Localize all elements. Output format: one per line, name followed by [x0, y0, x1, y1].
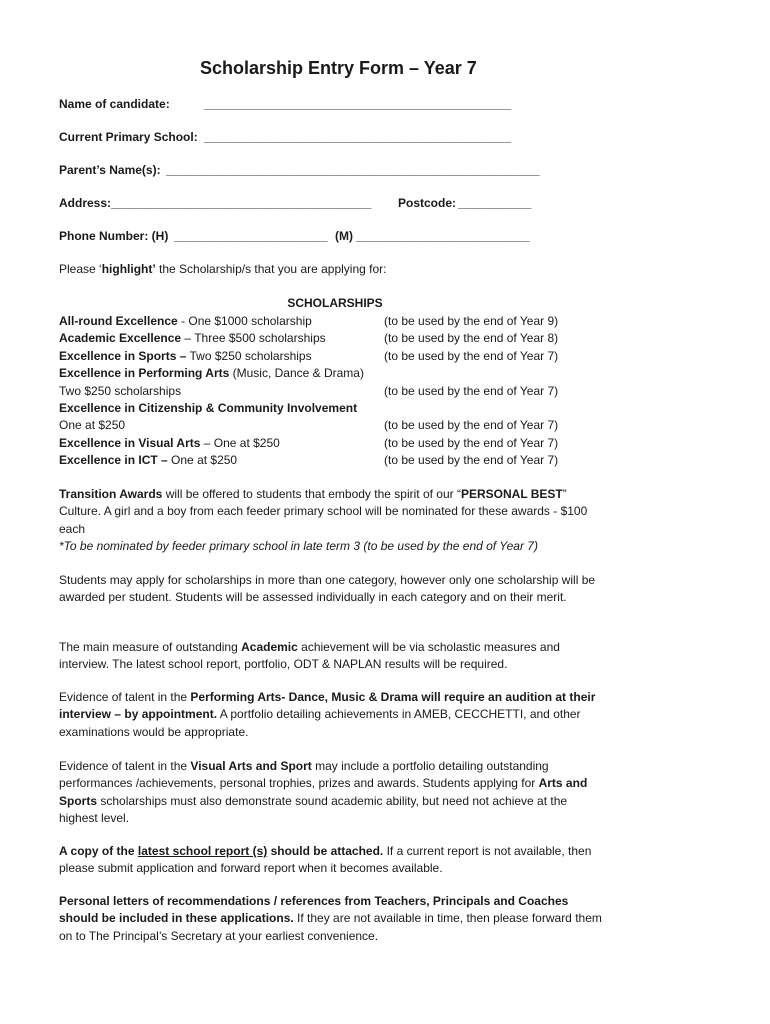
scholarship-name: Excellence in Performing Arts [59, 366, 230, 381]
scholarship-note: (to be used by the end of Year 7) [384, 348, 559, 363]
scholarship-name: Excellence in Citizenship & Community Involvement [59, 401, 358, 415]
performing-pre: Evidence of talent in the [59, 690, 191, 704]
scholarship-note: (to be used by the end of Year 8) [384, 331, 559, 346]
academic-bold: Academic [241, 640, 298, 654]
field-candidate [59, 97, 511, 111]
scholarships-heading: SCHOLARSHIPS [287, 296, 383, 310]
field-postcode-label: Postcode: [398, 196, 457, 210]
field-address-line[interactable]: _______________________________________ [111, 196, 372, 210]
scholarship-row[interactable] [59, 400, 589, 417]
scholarship-name: Academic Excellence [59, 331, 182, 346]
personal-best-bold: PERSONAL BEST [460, 487, 563, 501]
scholarship-detail: One at $250 [167, 453, 238, 468]
performing-bold: Performing Arts- Dance, Music & Drama will require an audition at their interview – by appointment. [59, 690, 596, 722]
scholarship-note: (to be used by the end of Year 9) [384, 314, 559, 328]
transition-bold: Transition Awards [59, 487, 163, 501]
field-phone-home-line[interactable]: _______________________ [174, 229, 328, 243]
scholarship-detail: Two $250 scholarships [59, 383, 182, 398]
scholarship-name: Excellence in Sports – [59, 348, 187, 363]
instruction-post: the Scholarship/s that you are applying for: [155, 262, 387, 276]
transition-note: *To be nominated by feeder primary school in late term 3 (to be used by the end of Year 7) [59, 539, 538, 554]
report-bold-post: should be attached. [267, 844, 384, 858]
scholarship-row[interactable] [59, 435, 589, 452]
scholarship-row[interactable] [59, 365, 589, 382]
field-address [59, 196, 532, 210]
paragraph-letters [59, 893, 607, 945]
scholarship-row[interactable] [59, 348, 589, 365]
field-candidate-line[interactable]: ______________________________________________ [204, 97, 511, 111]
instruction-text [59, 261, 387, 278]
paragraph-visual-arts-sport [59, 758, 607, 828]
scholarship-note: (to be used by the end of Year 7) [384, 418, 559, 433]
transition-text: will be offered to students that embody the spirit of our “ [162, 487, 461, 501]
field-parents-label: Parent’s Name(s): [59, 163, 161, 177]
scholarship-name: Excellence in Visual Arts [59, 435, 201, 450]
field-school [59, 130, 511, 144]
field-postcode-line[interactable]: ___________ [458, 196, 532, 210]
scholarship-name: Excellence in ICT – [59, 453, 168, 468]
report-underline: latest school report (s) [137, 844, 268, 858]
scholarship-row[interactable] [59, 313, 589, 330]
field-school-line[interactable]: ______________________________________________ [204, 130, 511, 144]
field-phone-label: Phone Number: (H) [59, 229, 169, 243]
visual-post: scholarships must also demonstrate sound academic ability, but need not achieve at the highest level. [59, 793, 568, 826]
scholarship-detail: – One at $250 [200, 435, 280, 450]
paragraph-school-report [59, 843, 607, 878]
field-phone-mobile-line[interactable]: __________________________ [356, 229, 530, 243]
academic-post: achievement will be via scholastic measures and interview. The latest school report, portfolio, ODT & NAPLAN results will be required. [59, 640, 560, 672]
letters-bold: Personal letters of recommendations / references from Teachers, Principals and Coaches should be included in these applications. [59, 894, 569, 926]
visual-bold: Visual Arts and Sport [190, 759, 312, 773]
scholarship-detail: Two $250 scholarships [186, 348, 312, 363]
instruction-highlight: highlight’ [101, 262, 156, 276]
field-school-label: Current Primary School: [59, 130, 198, 144]
scholarship-detail: (Music, Dance & Drama) [229, 366, 364, 381]
field-candidate-label: Name of candidate: [59, 97, 170, 111]
visual-pre: Evidence of talent in the [59, 759, 191, 773]
field-phone-m-label: (M) [335, 229, 353, 243]
scholarship-row[interactable] [59, 417, 589, 434]
scholarship-row[interactable] [59, 452, 589, 469]
transition-text-2: ” Culture. A girl and a boy from each feeder primary school will be nominated for these awards - $100 each [59, 487, 588, 536]
paragraph-performing-arts [59, 689, 607, 741]
scholarship-note: (to be used by the end of Year 7) [384, 453, 559, 468]
field-phone [59, 229, 530, 243]
scholarship-note: (to be used by the end of Year 7) [384, 435, 559, 450]
paragraph-academic [59, 639, 607, 674]
scholarship-row[interactable] [59, 330, 589, 347]
scholarship-detail: - One $1000 scholarship [177, 314, 312, 328]
transition-paragraph [59, 486, 607, 556]
scholarship-name: All-round Excellence [59, 314, 178, 328]
letters-post: If they are not available in time, then please forward them on to The Principal’s Secretary at your earliest convenience. [59, 911, 602, 943]
scholarship-detail: One at $250 [59, 418, 126, 433]
visual-mid: may include a portfolio detailing outstanding performances /achievements, personal trophies, prizes and awards. Students applying for [59, 759, 549, 791]
form-title: Scholarship Entry Form – Year 7 [200, 58, 477, 78]
scholarship-detail: – Three $500 scholarships [181, 331, 326, 346]
scholarship-row[interactable] [59, 383, 589, 400]
performing-post: A portfolio detailing achievements in AMEB, CECCHETTI, and other examinations would be appropriate. [59, 707, 581, 739]
arts-sports-bold: Arts and Sports [59, 776, 588, 808]
field-address-label: Address: [59, 196, 112, 210]
academic-pre: The main measure of outstanding [59, 640, 242, 654]
field-parents [59, 163, 540, 177]
field-parents-line[interactable]: ________________________________________________________ [166, 163, 540, 177]
scholarship-note: (to be used by the end of Year 7) [384, 383, 559, 398]
report-post: If a current report is not available, then please submit application and forward report when it becomes available. [59, 844, 592, 876]
report-bold-pre: A copy of the [59, 844, 138, 858]
paragraph-multiple-categories: Students may apply for scholarships in more than one category, however only one scholarship will be awarded per student. Students will be assessed individually in each category and on their merit. [59, 573, 596, 605]
instruction-pre: Please ‘ [59, 262, 102, 276]
